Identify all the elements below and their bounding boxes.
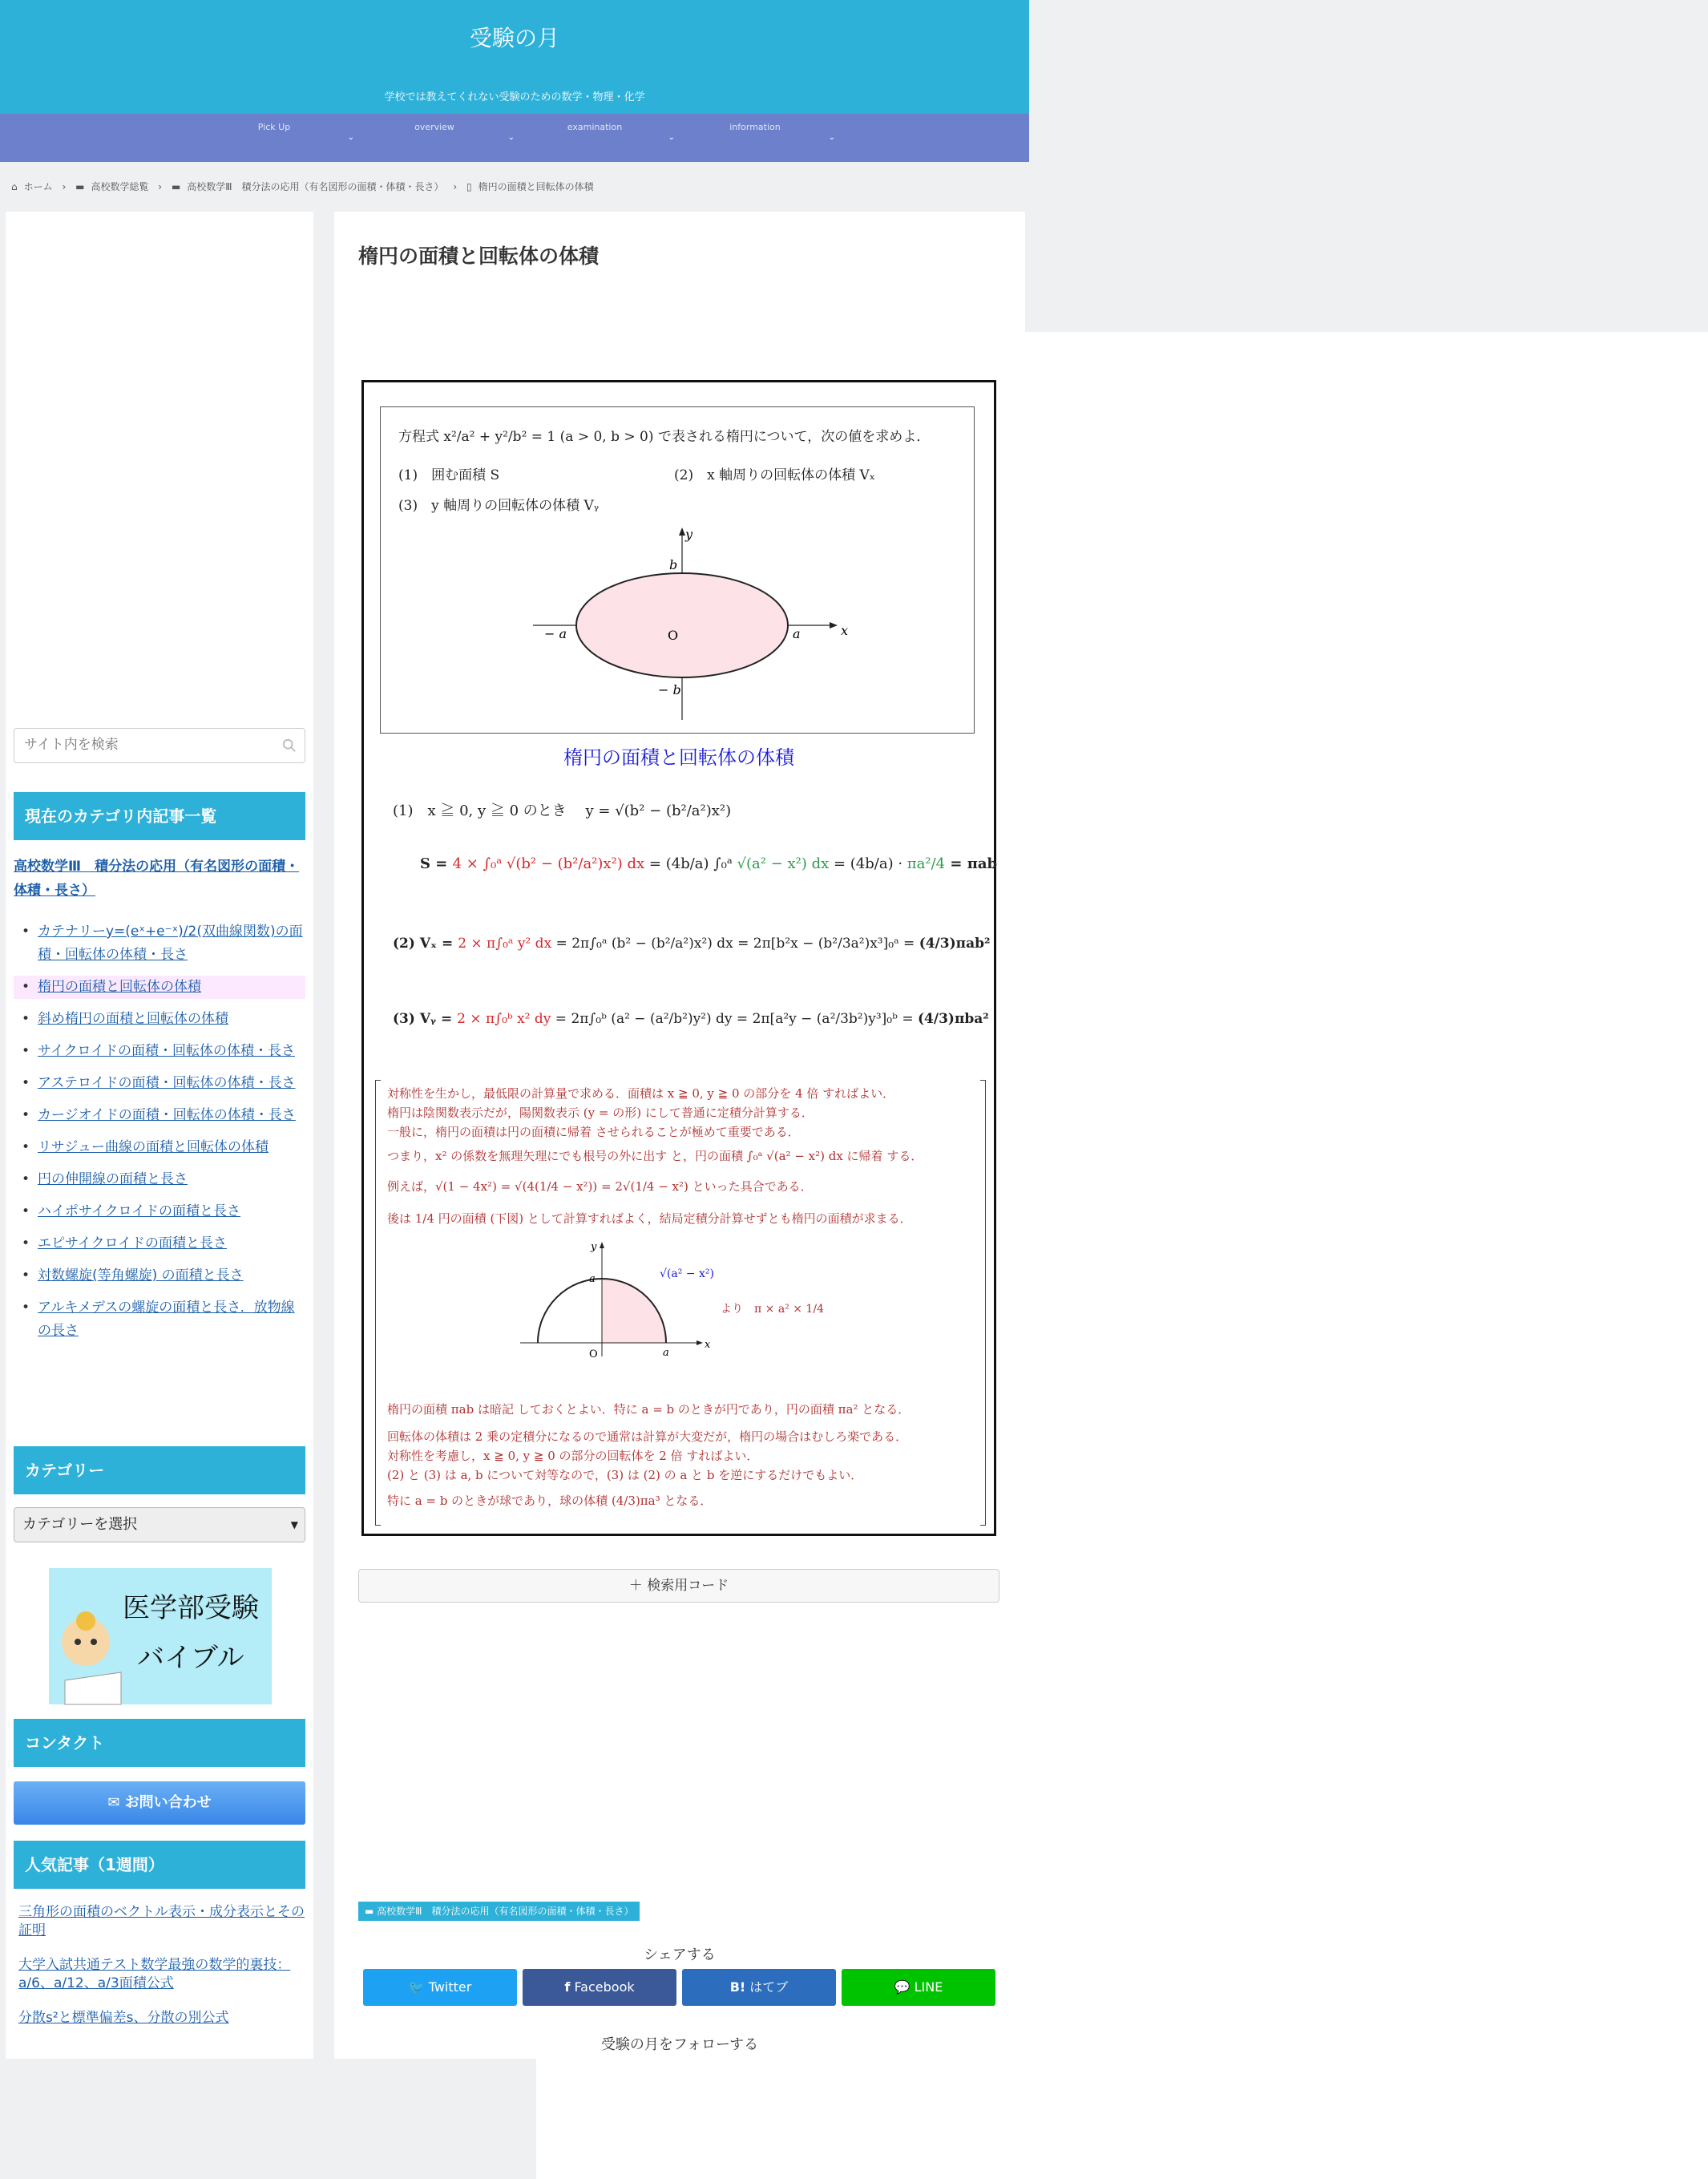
eq-part: √(a² − x²) dx xyxy=(737,855,830,872)
problem-item-3: (3) y 軸周りの回転体の体積 Vᵧ xyxy=(398,498,600,514)
site-tagline: 学校では教えてくれない受験のための数学・物理・化学 xyxy=(384,91,645,103)
category-select-value: カテゴリーを選択 xyxy=(22,1516,138,1533)
quarter-circle-figure xyxy=(512,1240,849,1360)
nav-sublabel: overview xyxy=(414,122,454,132)
popular-item[interactable]: 三角形の面積のベクトル表示・成分表示とその証明 xyxy=(18,1904,305,1938)
plus-icon: ＋ xyxy=(628,1578,643,1594)
quarter-label-a: a xyxy=(589,1273,596,1285)
chevron-right-icon: › xyxy=(453,181,458,192)
site-title[interactable]: 受験の月 xyxy=(469,25,559,51)
math-image xyxy=(361,380,996,1536)
list-item[interactable]: • カージオイドの面積・回転体の体積・長さ xyxy=(14,1104,305,1127)
facebook-icon: f xyxy=(564,1979,571,1995)
category-head-link[interactable]: 高校数学Ⅲ 積分法の応用（有名図形の面積・体積・長さ） xyxy=(14,859,300,899)
note-line: 対称性を生かし，最低限の計算量で求める．面積は x ≧ 0, y ≧ 0 の部分を 4 倍 すればよい． xyxy=(387,1086,895,1101)
fig-label-neg-b: − b xyxy=(658,682,681,697)
fig-label-b: b xyxy=(669,557,678,572)
popular-list xyxy=(18,1903,305,2044)
share-hatebu-button[interactable] xyxy=(682,1969,836,2006)
chevron-right-icon: › xyxy=(158,181,163,192)
nav-sublabel: Pick Up xyxy=(257,122,291,132)
problem-item-2: (2) x 軸周りの回転体の体積 Vₓ xyxy=(674,467,875,483)
quarter-curve-label: √(a² − x²) xyxy=(660,1267,714,1280)
contact-button-label: お問い合わせ xyxy=(124,1794,212,1811)
nav-item-education[interactable] xyxy=(523,120,675,142)
note-line: つまり，x² の係数を無理矢理にでも根号の外に出す と，円の面積 ∫₀ᵃ √(a² − x²) dx に帰着 する． xyxy=(387,1149,923,1163)
sidebar xyxy=(6,212,313,2059)
fig-label-origin: O xyxy=(668,628,679,643)
share-label-facebook: Facebook xyxy=(574,1979,635,1995)
folder-icon: ▬ xyxy=(365,1906,374,1917)
list-item[interactable]: • ハイポサイクロイドの面積と長さ xyxy=(14,1200,305,1223)
note-line: 一般に，楕円の面積は円の面積に帰着 させられることが極めて重要である． xyxy=(387,1125,800,1139)
problem-item-1: (1) 囲む面積 S xyxy=(398,467,500,483)
file-icon: ▯ xyxy=(466,181,472,192)
folder-icon: ▬ xyxy=(75,181,85,192)
eq-part: S = xyxy=(420,855,453,872)
eq-part: = (4b/a) ∫₀ᵃ xyxy=(644,855,737,872)
note-line: 対称性を考慮し，x ≧ 0, y ≧ 0 の部分の回転体を 2 倍 すればよい． xyxy=(387,1449,759,1463)
breadcrumb-level1[interactable]: 高校数学総覧 xyxy=(91,181,149,192)
home-icon: ⌂ xyxy=(11,181,18,192)
list-item[interactable]: • 円の伸開線の面積と長さ xyxy=(14,1168,305,1191)
share-label-hatebu: はてブ xyxy=(749,1979,789,1995)
eq-part: πa²/4 xyxy=(906,855,946,872)
page-title: 楕円の面積と回転体の体積 xyxy=(358,245,600,268)
breadcrumb xyxy=(11,180,600,193)
share-label-line: LINE xyxy=(914,1979,943,1995)
popular-item[interactable]: 分散s²と標準偏差s、分散の別公式 xyxy=(18,2010,229,2026)
banner-text-2: バイブル xyxy=(137,1642,244,1674)
search-code-toggle[interactable] xyxy=(358,1569,999,1603)
breadcrumb-home[interactable]: ホーム xyxy=(23,181,53,192)
note-line: 回転体の体積は 2 乗の定積分になるので通常は計算が大変だが，楕円の場合はむしろ楽である． xyxy=(387,1429,908,1444)
search-input[interactable] xyxy=(24,729,264,761)
share-label: シェアする xyxy=(644,1947,716,1963)
chevron-down-icon: ⌄ xyxy=(668,133,675,142)
hatebu-icon: B! xyxy=(729,1979,746,1995)
folder-icon: ▬ xyxy=(171,181,181,192)
share-facebook-button[interactable] xyxy=(523,1969,676,2006)
problem-intro: 方程式 x²/a² + y²/b² = 1 (a > 0, b > 0) で表される楕円について，次の値を求めよ． xyxy=(398,429,931,445)
quarter-label-a: a xyxy=(663,1347,669,1359)
chevron-down-icon: ⌄ xyxy=(347,133,354,142)
solution-title: 楕円の面積と回転体の体積 xyxy=(563,746,794,769)
eq-part: (4/3)πba² xyxy=(917,1011,989,1027)
nav-item-info[interactable] xyxy=(683,120,1392,348)
eq-part: (4/3)πab² xyxy=(919,936,991,952)
share-line-button[interactable] xyxy=(842,1969,995,2006)
quarter-label-y: y xyxy=(591,1241,597,1253)
popular-item[interactable]: 大学入試共通テスト数学最強の数学的裏技：a/6、a/12、a/3面積公式 xyxy=(18,1957,291,1991)
chevron-right-icon: › xyxy=(62,181,67,192)
quarter-label-x: x xyxy=(705,1339,711,1351)
list-item[interactable]: • カテナリーy=(eˣ+e⁻ˣ)/2(双曲線関数)の面積・回転体の体積・長さ xyxy=(14,920,305,967)
solution-condition: (1) x ≧ 0, y ≧ 0 のとき y = √(b² − (b²/a²)x²) xyxy=(393,802,732,819)
note-line: 楕円の面積 πab は暗記 しておくとよい．特に a = b のときが円であり，円の面積 πa² となる． xyxy=(387,1402,911,1417)
main-content xyxy=(334,212,1025,2059)
banner-text-1: 医学部受験 xyxy=(123,1592,259,1624)
eq-part: (3) Vᵧ = xyxy=(393,1011,458,1027)
list-item-current[interactable]: • 楕円の面積と回転体の体積 xyxy=(14,976,305,999)
site-header xyxy=(0,0,1029,114)
list-item[interactable]: • 対数螺旋(等角螺旋) の面積と長さ xyxy=(14,1264,305,1288)
search-icon[interactable] xyxy=(282,738,297,753)
chevron-down-icon: ⌄ xyxy=(828,133,835,142)
category-tag[interactable] xyxy=(358,1902,640,1921)
solution-vx xyxy=(393,936,990,952)
nav-sublabel: information xyxy=(729,122,781,132)
eq-part: = (4b/a) · xyxy=(829,855,907,872)
share-label-twitter: Twitter xyxy=(428,1979,472,1995)
list-item[interactable]: • リサジュー曲線の面積と回転体の体積 xyxy=(14,1136,305,1159)
nav-sublabel: examination xyxy=(567,122,623,132)
note-line: 例えば，√(1 − 4x²) = √(4(1/4 − x²)) = 2√(1/4 − x²) といった具合である． xyxy=(387,1179,813,1194)
line-icon: 💬 xyxy=(894,1979,911,1995)
breadcrumb-current: 楕円の面積と回転体の体積 xyxy=(478,181,594,192)
note-line: 特に a = b のときが球であり，球の体積 (4/3)πa³ となる． xyxy=(387,1494,713,1508)
fig-label-neg-a: − a xyxy=(544,626,567,641)
ellipse-figure xyxy=(525,527,849,728)
breadcrumb-level2[interactable]: 高校数学Ⅲ 積分法の応用（有名図形の面積・体積・長さ） xyxy=(187,181,444,192)
fig-label-y: y xyxy=(685,527,693,542)
twitter-icon: 🐦 xyxy=(408,1979,425,1995)
fig-label-a: a xyxy=(793,626,801,641)
eq-part: 2 × π∫₀ᵃ y² dx xyxy=(458,936,552,952)
note-line: 後は 1/4 円の面積 (下図) として計算すればよく，結局定積分計算せずとも楕円の面積が求まる． xyxy=(387,1211,912,1226)
nav-label: サイト情報 xyxy=(1017,332,1708,2179)
eq-part: 4 × ∫₀ᵃ √(b² − (b²/a²)x²) dx xyxy=(452,855,645,872)
fig-label-x: x xyxy=(841,623,849,638)
chevron-down-icon: ⌄ xyxy=(507,133,515,142)
follow-label: 受験の月をフォローする xyxy=(600,2036,759,2053)
search-code-label: 検索用コード xyxy=(647,1578,729,1594)
quarter-label-origin: O xyxy=(589,1348,598,1360)
search-form xyxy=(14,728,305,763)
nav-item-pickup[interactable] xyxy=(202,120,354,142)
notes-box xyxy=(375,1080,986,1526)
chevron-down-icon: ▼ xyxy=(290,1519,298,1530)
problem-box xyxy=(380,406,975,734)
nav-item-subjects[interactable] xyxy=(362,120,515,142)
eq-part: 2 × π∫₀ᵇ x² dy xyxy=(457,1011,551,1027)
category-article-list xyxy=(14,920,305,1352)
list-item[interactable]: • エピサイクロイドの面積と長さ xyxy=(14,1232,305,1255)
popular-title: 人気記事（1週間） xyxy=(14,1841,305,1889)
category-select[interactable] xyxy=(14,1507,305,1542)
contact-title: コンタクト xyxy=(14,1719,305,1767)
list-item[interactable]: • アルキメデスの螺旋の面積と長さ．放物線の長さ xyxy=(14,1296,305,1343)
quarter-yori-label: より π × a² × 1/4 xyxy=(721,1303,824,1316)
note-line: (2) と (3) は a, b について対等なので，(3) は (2) の a と b を逆にするだけでもよい． xyxy=(387,1468,863,1482)
eq-part: = πab xyxy=(945,855,998,872)
mascot-illustration-icon xyxy=(49,1568,129,1704)
list-item[interactable]: • サイクロイドの面積・回転体の体積・長さ xyxy=(14,1040,305,1063)
solution-area xyxy=(420,855,997,872)
solution-vy xyxy=(393,1011,989,1027)
eq-part: = 2π∫₀ᵇ (a² − (a²/b²)y²) dy = 2π[a²y − (a²/3b²)y³]₀ᵇ = xyxy=(551,1011,918,1027)
mail-icon: ✉ xyxy=(107,1794,120,1811)
eq-part: = 2π∫₀ᵃ (b² − (b²/a²)x²) dx = 2π[b²x − (b²/3a²)x³]₀ᵃ = xyxy=(551,936,919,952)
share-twitter-button[interactable] xyxy=(363,1969,517,2006)
category-articles-title: 現在のカテゴリ内記事一覧 xyxy=(14,792,305,840)
medical-bible-banner[interactable] xyxy=(49,1568,272,1704)
category-tag-label: 高校数学Ⅲ 積分法の応用（有名図形の面積・体積・長さ） xyxy=(377,1906,634,1917)
note-line: 楕円は陰関数表示だが，陽関数表示 (y = の形) にして普通に定積分計算する． xyxy=(387,1106,814,1120)
eq-part: (2) Vₓ = xyxy=(393,936,458,952)
list-item[interactable]: • 斜め楕円の面積と回転体の体積 xyxy=(14,1008,305,1031)
contact-button[interactable] xyxy=(14,1781,305,1825)
list-item[interactable]: • アステロイドの面積・回転体の体積・長さ xyxy=(14,1072,305,1095)
categories-title: カテゴリー xyxy=(14,1446,305,1494)
